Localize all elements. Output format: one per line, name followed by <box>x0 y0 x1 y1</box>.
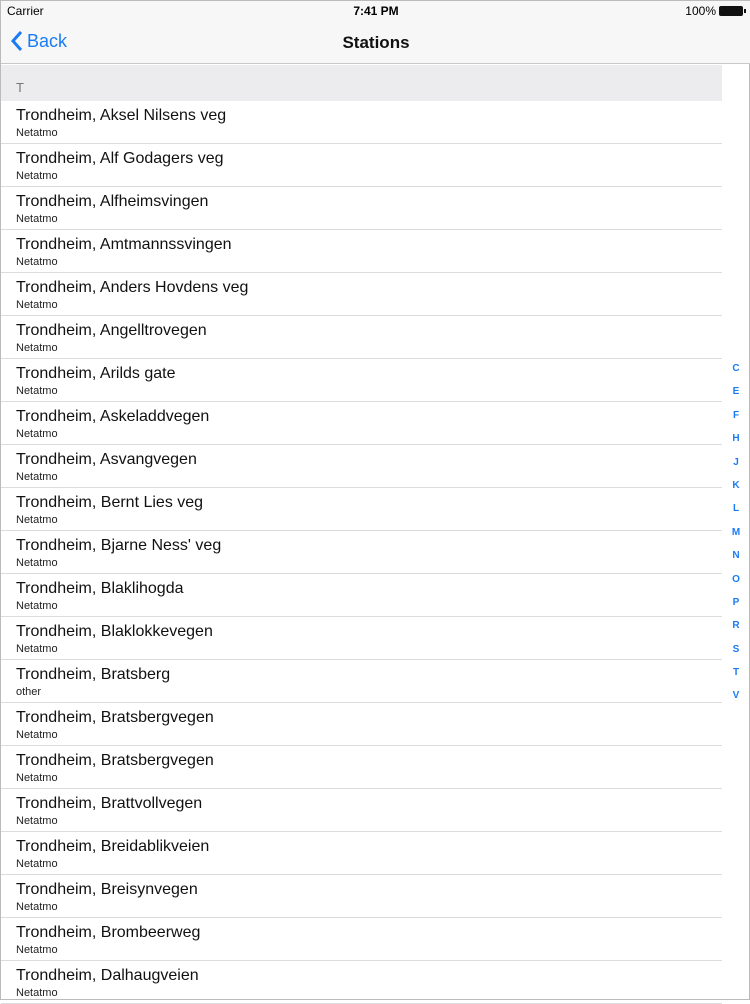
station-row[interactable] <box>1 961 722 1004</box>
section-index[interactable] <box>727 363 745 714</box>
section-header: T <box>1 65 722 101</box>
station-title: Trondheim, Breisynvegen <box>16 881 198 898</box>
station-row[interactable] <box>1 832 722 875</box>
status-bar <box>1 1 750 21</box>
battery-icon <box>719 6 743 16</box>
station-row[interactable] <box>1 703 722 746</box>
station-title: Trondheim, Brattvollvegen <box>16 795 203 812</box>
index-letter[interactable]: C <box>732 363 740 374</box>
station-source: Netatmo <box>16 901 58 913</box>
clock: 7:41 PM <box>353 4 399 18</box>
station-title: Trondheim, Bratsbergvegen <box>16 752 214 769</box>
battery-percent: 100% <box>685 4 716 18</box>
station-source: other <box>16 686 42 698</box>
station-row[interactable] <box>1 789 722 832</box>
station-source: Netatmo <box>16 600 58 612</box>
station-row[interactable] <box>1 273 722 316</box>
index-letter[interactable]: N <box>732 550 740 562</box>
station-source: Netatmo <box>16 256 58 268</box>
index-letter[interactable]: O <box>732 573 740 585</box>
station-row[interactable] <box>1 402 722 445</box>
station-source: Netatmo <box>16 815 58 827</box>
station-source: Netatmo <box>16 385 58 397</box>
station-row[interactable] <box>1 531 722 574</box>
station-title: Trondheim, Bernt Lies veg <box>16 494 204 511</box>
station-source: Netatmo <box>16 729 58 741</box>
station-title: Trondheim, Bratsbergvegen <box>16 709 214 726</box>
station-source: Netatmo <box>16 170 58 182</box>
station-row[interactable] <box>1 359 722 402</box>
index-letter[interactable]: V <box>732 690 740 702</box>
station-row[interactable] <box>1 101 722 144</box>
station-title: Trondheim, Alf Godagers veg <box>16 150 224 167</box>
station-source: Netatmo <box>16 772 58 784</box>
station-title: Trondheim, Bjarne Ness' veg <box>16 537 222 554</box>
station-source: Netatmo <box>16 428 58 440</box>
carrier-label: Carrier <box>7 4 44 18</box>
station-row[interactable] <box>1 316 722 359</box>
station-source: Netatmo <box>16 858 58 870</box>
station-title: Trondheim, Dalhaugveien <box>16 967 199 984</box>
station-title: Trondheim, Breidablikveien <box>16 838 210 855</box>
station-row[interactable] <box>1 574 722 617</box>
index-letter[interactable]: K <box>732 479 740 491</box>
station-source: Netatmo <box>16 514 58 526</box>
index-letter[interactable]: S <box>732 643 740 655</box>
station-source: Netatmo <box>16 471 58 483</box>
battery-status <box>685 4 743 18</box>
station-row[interactable] <box>1 918 722 961</box>
station-title: Trondheim, Alfheimsvingen <box>16 193 209 210</box>
station-row[interactable] <box>1 445 722 488</box>
station-row[interactable] <box>1 660 722 703</box>
station-title: Trondheim, Bratsberg <box>16 666 171 683</box>
navigation-bar <box>1 21 750 64</box>
station-row[interactable] <box>1 488 722 531</box>
station-title: Trondheim, Brombeerweg <box>16 924 201 941</box>
index-letter[interactable]: L <box>732 503 740 515</box>
station-row[interactable] <box>1 187 722 230</box>
station-row[interactable] <box>1 746 722 789</box>
station-row[interactable] <box>1 230 722 273</box>
station-title: Trondheim, Askeladdvegen <box>16 408 210 425</box>
index-letter[interactable]: J <box>733 456 739 468</box>
station-title: Trondheim, Aksel Nilsens veg <box>16 107 227 124</box>
index-letter[interactable]: T <box>732 667 740 679</box>
index-letter[interactable]: R <box>732 620 740 632</box>
index-letter[interactable]: E <box>732 386 740 398</box>
index-letter[interactable]: F <box>732 409 740 421</box>
station-title: Trondheim, Anders Hovdens veg <box>16 279 249 296</box>
station-row[interactable] <box>1 875 722 918</box>
station-source: Netatmo <box>16 987 58 999</box>
station-title: Trondheim, Arilds gate <box>16 365 176 382</box>
station-source: Netatmo <box>16 342 58 354</box>
station-title: Trondheim, Blaklokkevegen <box>16 623 213 640</box>
station-source: Netatmo <box>16 127 58 139</box>
station-source: Netatmo <box>16 944 58 956</box>
back-label: Back <box>27 30 68 51</box>
index-letter[interactable]: P <box>732 596 740 608</box>
stations-list <box>1 101 722 1004</box>
station-row[interactable] <box>1 144 722 187</box>
page-title: Stations <box>342 33 410 52</box>
station-title: Trondheim, Amtmannssvingen <box>16 236 232 253</box>
station-title: Trondheim, Angelltrovegen <box>16 322 207 339</box>
station-source: Netatmo <box>16 213 58 225</box>
station-row[interactable] <box>1 617 722 660</box>
index-letter[interactable]: H <box>732 433 740 445</box>
station-title: Trondheim, Asvangvegen <box>16 451 197 468</box>
station-source: Netatmo <box>16 557 58 569</box>
station-source: Netatmo <box>16 643 58 655</box>
station-source: Netatmo <box>16 299 58 311</box>
station-title: Trondheim, Blaklihogda <box>16 580 184 597</box>
index-letter[interactable]: M <box>731 526 741 538</box>
